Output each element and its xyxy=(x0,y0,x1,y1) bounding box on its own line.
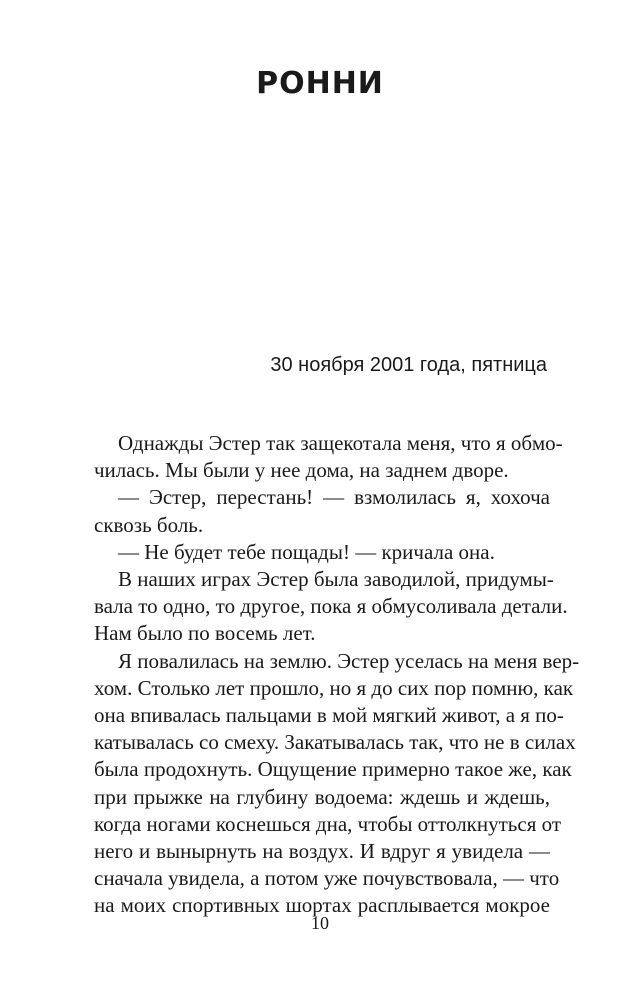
chapter-title: РОННИ xyxy=(256,66,384,101)
text-line: сквозь боль. xyxy=(94,512,204,537)
body-text xyxy=(94,430,580,920)
text-line: — Не будет тебе пощады! — кричала она. xyxy=(118,539,495,564)
text-line: была продохнуть. Ощущение примерно такое же, как xyxy=(94,757,572,782)
text-line: чилась. Мы были у нее дома, на заднем дворе. xyxy=(94,458,509,483)
text-line: она впивалась пальцами в мой мягкий живот, а я по- xyxy=(94,703,564,728)
page-number: 10 xyxy=(311,913,329,933)
text-line: когда ногами коснешься дна, чтобы оттолкнуться от xyxy=(94,811,562,836)
text-line: Я повалилась на землю. Эстер уселась на меня вер- xyxy=(118,648,580,673)
text-line: сначала увидела, а потом уже почувствовала, — что xyxy=(94,866,560,891)
text-line: катывалась со смеху. Закатывалась так, что не в силах xyxy=(94,730,576,755)
text-line: В наших играх Эстер была заводилой, придумы- xyxy=(118,567,554,592)
text-line: — Эстер, перестань! — взмолилась я, хохоча xyxy=(118,485,550,510)
text-line: вала то одно, то другое, пока я обмусоливала детали. xyxy=(94,594,568,619)
date-line: 30 ноября 2001 года, пятница xyxy=(270,354,547,376)
text-line: на моих спортивных шортах расплывается мокрое xyxy=(94,893,550,918)
text-line: хом. Столько лет прошло, но я до сих пор помню, как xyxy=(94,675,574,700)
text-line: при прыжке на глубину водоема: ждешь и ждешь, xyxy=(94,784,550,809)
text-line: Нам было по восемь лет. xyxy=(94,621,316,646)
text-line: него и вынырнуть на воздух. И вдруг я увидела — xyxy=(94,839,550,864)
text-line: Однажды Эстер так защекотала меня, что я обмо- xyxy=(118,431,563,455)
